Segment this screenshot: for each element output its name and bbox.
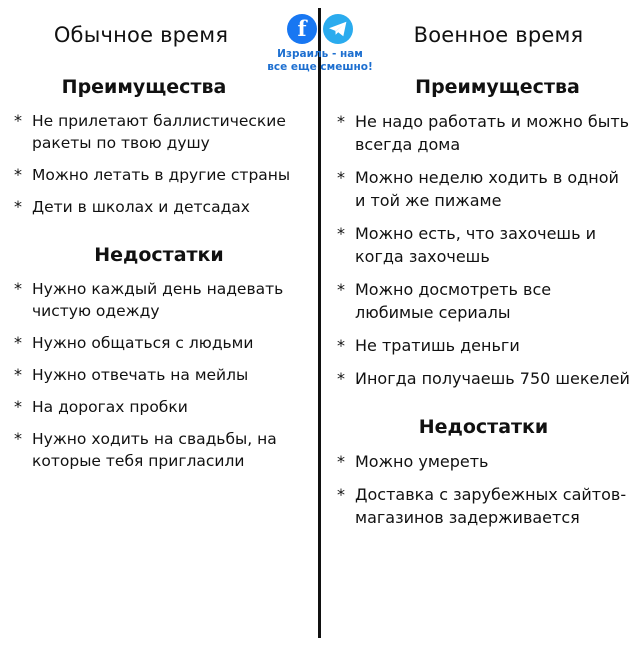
list-item	[14, 110, 304, 154]
list-right-advantages	[337, 110, 630, 390]
list-left-advantages	[14, 110, 304, 218]
bullet-icon: *	[14, 111, 22, 130]
list-item	[337, 334, 630, 357]
list-item	[337, 278, 630, 324]
watermark-caption-line2: все еще смешно!	[267, 61, 373, 73]
list-item	[14, 164, 304, 186]
section-heading-right-advantages: Преимущества	[415, 76, 580, 98]
list-item	[14, 428, 304, 472]
list-item-text: Дети в школах и детсадах	[32, 198, 250, 216]
logo-row	[255, 14, 385, 44]
bullet-icon: *	[14, 279, 22, 298]
list-item	[14, 278, 304, 322]
list-item	[337, 450, 630, 473]
list-item-text: Не надо работать и можно быть всегда дома	[355, 112, 630, 154]
bullet-icon: *	[337, 168, 345, 187]
bullet-icon: *	[337, 452, 345, 471]
list-item-text: Можно умереть	[355, 452, 489, 471]
list-item	[14, 196, 304, 218]
bullet-icon: *	[14, 197, 22, 216]
column-war-time	[321, 0, 640, 539]
list-item	[337, 110, 630, 156]
list-item-text: Нужно общаться с людьми	[32, 334, 254, 352]
watermark-caption-line1: Израиль - нам	[277, 48, 363, 60]
list-item	[337, 367, 630, 390]
section-heading-left-disadvantages: Недостатки	[94, 244, 224, 266]
list-left-disadvantages	[14, 278, 304, 472]
section-heading-left-advantages: Преимущества	[61, 76, 227, 98]
bullet-icon: *	[337, 224, 345, 243]
list-item-text: Нужно ходить на свадьбы, на которые тебя пригласили	[32, 430, 277, 470]
list-item-text: Иногда получаешь 750 шекелей	[355, 369, 630, 388]
watermark-logos	[255, 14, 385, 74]
list-item-text: Не прилетают баллистические ракеты по твою душу	[32, 112, 286, 152]
telegram-icon[interactable]	[323, 14, 353, 44]
list-item	[337, 166, 630, 212]
bullet-icon: *	[337, 369, 345, 388]
list-item	[337, 483, 630, 529]
list-item-text: Можно есть, что захочешь и когда захочешь	[355, 224, 596, 266]
list-item-text: Можно досмотреть все любимые сериалы	[355, 280, 552, 322]
list-item-text: Доставка с зарубежных сайтов-магазинов задерживается	[355, 485, 627, 527]
facebook-icon[interactable]	[287, 14, 317, 44]
watermark-caption	[255, 48, 385, 74]
list-item-text: Можно неделю ходить в одной и той же пижаме	[355, 168, 619, 210]
bullet-icon: *	[337, 280, 345, 299]
list-item-text: Нужно отвечать на мейлы	[32, 366, 249, 384]
bullet-icon: *	[14, 397, 22, 416]
list-item	[14, 332, 304, 354]
list-item	[337, 222, 630, 268]
bullet-icon: *	[337, 112, 345, 131]
section-heading-right-disadvantages: Недостатки	[418, 416, 549, 438]
bullet-icon: *	[14, 165, 22, 184]
list-item-text: Не тратишь деньги	[355, 336, 520, 355]
list-item-text: На дорогах пробки	[32, 398, 188, 416]
column-title-left: Обычное время	[53, 23, 229, 47]
list-item-text: Можно летать в другие страны	[32, 166, 291, 184]
bullet-icon: *	[14, 429, 22, 448]
bullet-icon: *	[337, 336, 345, 355]
list-item	[14, 364, 304, 386]
list-item	[14, 396, 304, 418]
list-item-text: Нужно каждый день надевать чистую одежду	[32, 280, 284, 320]
bullet-icon: *	[14, 333, 22, 352]
column-title-right: Военное время	[413, 23, 584, 47]
bullet-icon: *	[337, 485, 345, 504]
bullet-icon: *	[14, 365, 22, 384]
list-right-disadvantages	[337, 450, 630, 529]
